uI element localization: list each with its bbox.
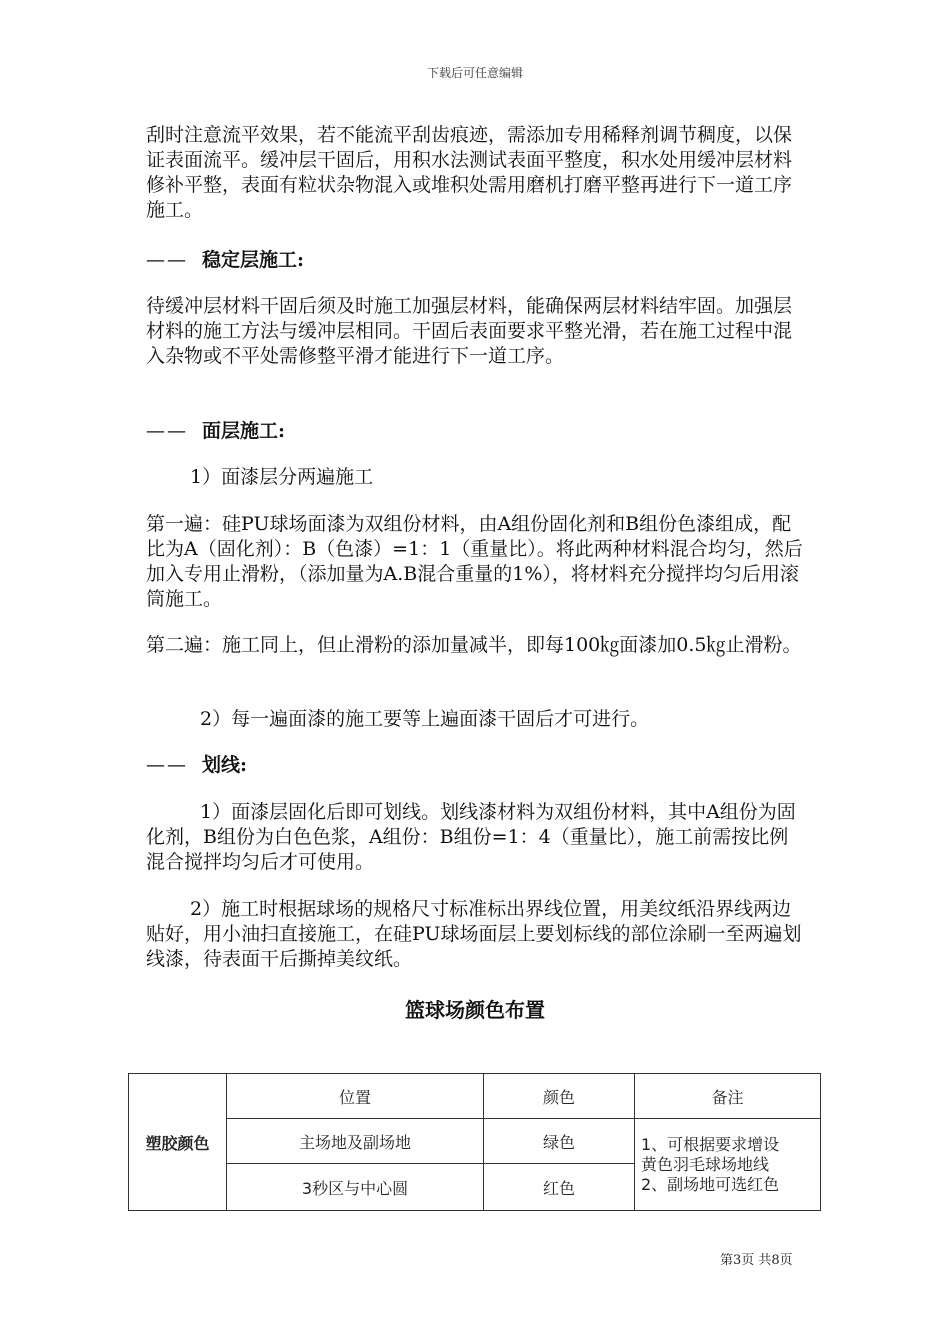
heading-top-coat [146, 419, 285, 444]
paragraph-two-coats: 1）面漆层分两遍施工 [190, 466, 374, 488]
heading-dash: —— [146, 754, 188, 776]
paragraph-line-paint: 1）面漆层固化后即可划线。划线漆材料为双组份材料，其中A组份为固化剂，B组份为白色色浆，A组份：B组份=1：4（重量比），施工前需按比例混合搅拌均匀后才可使用。 [146, 801, 796, 873]
cell-note [635, 1119, 821, 1211]
color-layout-table [128, 1073, 821, 1211]
heading-text: 面层施工: [202, 420, 286, 442]
header-color: 颜色 [484, 1074, 635, 1119]
heading-dash: —— [146, 420, 188, 442]
heading-dash: —— [146, 249, 188, 271]
header-note: 备注 [635, 1074, 821, 1119]
note-line: 2、副场地可选红色 [641, 1174, 780, 1194]
paragraph-second-coat: 第二遍：施工同上，但止滑粉的添加量减半，即每100㎏面漆加0.5㎏止滑粉。 [146, 634, 802, 656]
paragraph-each-coat: 2）每一遍面漆的施工要等上遍面漆干固后才可进行。 [200, 708, 650, 730]
paragraph-stable-layer: 待缓冲层材料干固后须及时施工加强层材料，能确保两层材料结牢固。加强层材料的施工方法与缓冲层相同。干固后表面要求平整光滑，若在施工过程中混入杂物或不平处需修整平滑才能进行下一道工序。 [146, 295, 793, 367]
row-label-cell: 塑胶颜色 [129, 1074, 227, 1211]
table-header-row [129, 1074, 821, 1119]
paragraph-buffer-layer-end: 刮时注意流平效果，若不能流平刮齿痕迹，需添加专用稀释剂调节稠度，以保证表面流平。缓冲层干固后，用积水法测试表面平整度，积水处用缓冲层材料修补平整，表面有粒状杂物混入或堆积处需用磨机打磨平整再进行下一道工序施工。 [146, 124, 793, 221]
table-title: 篮球场颜色布置 [405, 998, 545, 1022]
note-line: 黄色羽毛球场地线 [641, 1154, 770, 1174]
header-position: 位置 [227, 1074, 484, 1119]
page-footer: 第3页 共8页 [720, 1253, 793, 1268]
paragraph-first-coat: 第一遍：硅PU球场面漆为双组份材料，由A组份固化剂和B组份色漆组成，配比为A（固化剂）：B（色漆）=1：1（重量比）。将此两种材料混合均匀，然后加入专用止滑粉，（添加量为A.B混合重量的1%），将材料充分搅拌均匀后用滚筒施工。 [146, 513, 803, 610]
note-line: 1、可根据要求增设 [641, 1134, 780, 1154]
cell-position: 主场地及副场地 [227, 1119, 484, 1164]
page-header: 下载后可任意编辑 [426, 66, 523, 80]
cell-color: 红色 [484, 1164, 635, 1211]
cell-color: 绿色 [484, 1119, 635, 1164]
table-row [129, 1119, 821, 1164]
heading-text: 划线: [202, 754, 248, 776]
heading-stable-layer [146, 248, 304, 273]
heading-line-marking [146, 753, 247, 778]
cell-position: 3秒区与中心圆 [227, 1164, 484, 1211]
heading-text: 稳定层施工: [202, 249, 305, 271]
paragraph-line-procedure: 2）施工时根据球场的规格尺寸标准标出界线位置，用美纹纸沿界线两边贴好，用小油扫直接施工，在硅PU球场面层上要划标线的部位涂刷一至两遍划线漆，待表面干后撕掉美纹纸。 [146, 898, 802, 970]
